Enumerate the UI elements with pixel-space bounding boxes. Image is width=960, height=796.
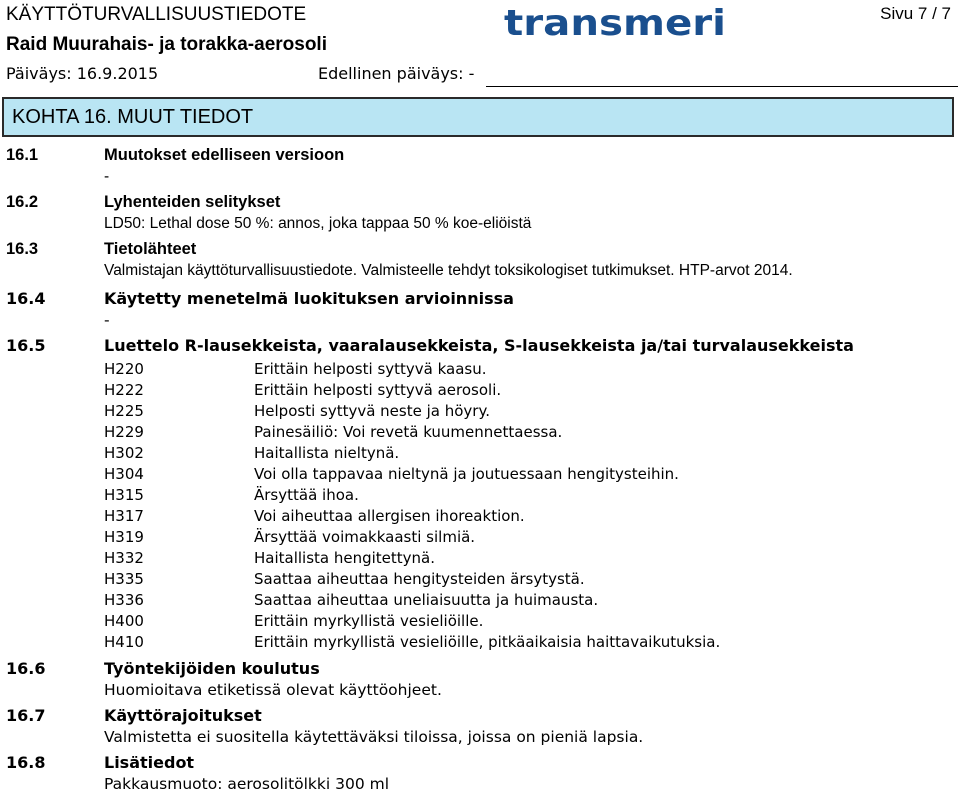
logo-wordmark: transmeri xyxy=(504,6,726,40)
hazard-code: H229 xyxy=(104,423,144,441)
hazard-description: Erittäin helposti syttyvä kaasu. xyxy=(254,360,487,378)
hazard-code: H410 xyxy=(104,633,144,651)
subsection-text-16-8: Pakkausmuoto: aerosolitölkki 300 ml xyxy=(104,775,390,793)
hazard-code: H222 xyxy=(104,381,144,399)
hazard-code: H332 xyxy=(104,549,144,567)
subsection-text-16-3: Valmistajan käyttöturvallisuustiedote. Valmisteelle tehdyt toksikologiset tutkimukset. HTP-arvot 2014. xyxy=(104,262,793,279)
hazard-code: H335 xyxy=(104,570,144,588)
subsection-number-16-7: 16.7 xyxy=(6,706,46,725)
subsection-number-16-1: 16.1 xyxy=(6,146,39,164)
subsection-title-16-4: Käytetty menetelmä luokituksen arvioinnissa xyxy=(104,289,514,308)
subsection-text-16-7: Valmistetta ei suositella käytettäväksi tiloissa, joissa on pieniä lapsia. xyxy=(104,728,644,746)
subsection-text-16-6: Huomioitava etiketissä olevat käyttöohjeet. xyxy=(104,681,442,699)
subsection-number-16-6: 16.6 xyxy=(6,659,46,678)
hazard-description: Helposti syttyvä neste ja höyry. xyxy=(254,402,490,420)
subsection-text-16-4: - xyxy=(104,311,110,329)
subsection-title-16-8: Lisätiedot xyxy=(104,753,195,772)
hazard-code: H304 xyxy=(104,465,144,483)
revision-date: Päiväys: 16.9.2015 xyxy=(6,64,159,83)
hazard-description: Voi aiheuttaa allergisen ihoreaktion. xyxy=(254,507,525,525)
subsection-number-16-4: 16.4 xyxy=(6,289,46,308)
document-title: KÄYTTÖTURVALLISUUSTIEDOTE xyxy=(6,4,307,25)
header-divider xyxy=(486,86,958,87)
hazard-code: H220 xyxy=(104,360,144,378)
product-name: Raid Muurahais- ja torakka-aerosoli xyxy=(6,34,327,55)
hazard-code: H317 xyxy=(104,507,144,525)
hazard-description: Haitallista hengitettynä. xyxy=(254,549,436,567)
subsection-number-16-3: 16.3 xyxy=(6,240,39,258)
subsection-number-16-2: 16.2 xyxy=(6,193,39,211)
transmeri-logo xyxy=(504,6,726,40)
subsection-title-16-2: Lyhenteiden selitykset xyxy=(104,193,281,211)
hazard-code: H225 xyxy=(104,402,144,420)
hazard-code: H400 xyxy=(104,612,144,630)
subsection-title-16-6: Työntekijöiden koulutus xyxy=(104,659,320,678)
subsection-title-16-7: Käyttörajoitukset xyxy=(104,706,262,725)
hazard-description: Saattaa aiheuttaa hengitysteiden ärsytystä. xyxy=(254,570,585,588)
section-title: KOHTA 16. MUUT TIEDOT xyxy=(12,106,254,128)
hazard-description: Erittäin helposti syttyvä aerosoli. xyxy=(254,381,502,399)
hazard-description: Erittäin myrkyllistä vesieliöille, pitkäaikaisia haittavaikutuksia. xyxy=(254,633,721,651)
subsection-title-16-1: Muutokset edelliseen versioon xyxy=(104,146,345,164)
page-number: Sivu 7 / 7 xyxy=(880,4,951,23)
subsection-title-16-3: Tietolähteet xyxy=(104,240,197,258)
subsection-number-16-8: 16.8 xyxy=(6,753,46,772)
subsection-title-16-5: Luettelo R-lausekkeista, vaaralausekkeista, S-lausekkeista ja/tai turvalausekkeista xyxy=(104,336,854,355)
hazard-description: Voi olla tappavaa nieltynä ja joutuessaan hengitysteihin. xyxy=(254,465,679,483)
hazard-description: Ärsyttää ihoa. xyxy=(254,486,359,504)
hazard-code: H319 xyxy=(104,528,144,546)
hazard-description: Erittäin myrkyllistä vesieliöille. xyxy=(254,612,484,630)
previous-revision-date: Edellinen päiväys: - xyxy=(318,64,475,83)
section-heading-box xyxy=(2,97,954,137)
subsection-text-16-1: - xyxy=(104,168,110,185)
subsection-number-16-5: 16.5 xyxy=(6,336,46,355)
hazard-description: Painesäiliö: Voi revetä kuumennettaessa. xyxy=(254,423,563,441)
hazard-code: H336 xyxy=(104,591,144,609)
hazard-description: Haitallista nieltynä. xyxy=(254,444,400,462)
hazard-description: Saattaa aiheuttaa uneliaisuutta ja huimausta. xyxy=(254,591,599,609)
hazard-code: H302 xyxy=(104,444,144,462)
subsection-text-16-2: LD50: Lethal dose 50 %: annos, joka tappaa 50 % koe-eliöistä xyxy=(104,215,532,232)
hazard-code: H315 xyxy=(104,486,144,504)
hazard-description: Ärsyttää voimakkaasti silmiä. xyxy=(254,528,476,546)
